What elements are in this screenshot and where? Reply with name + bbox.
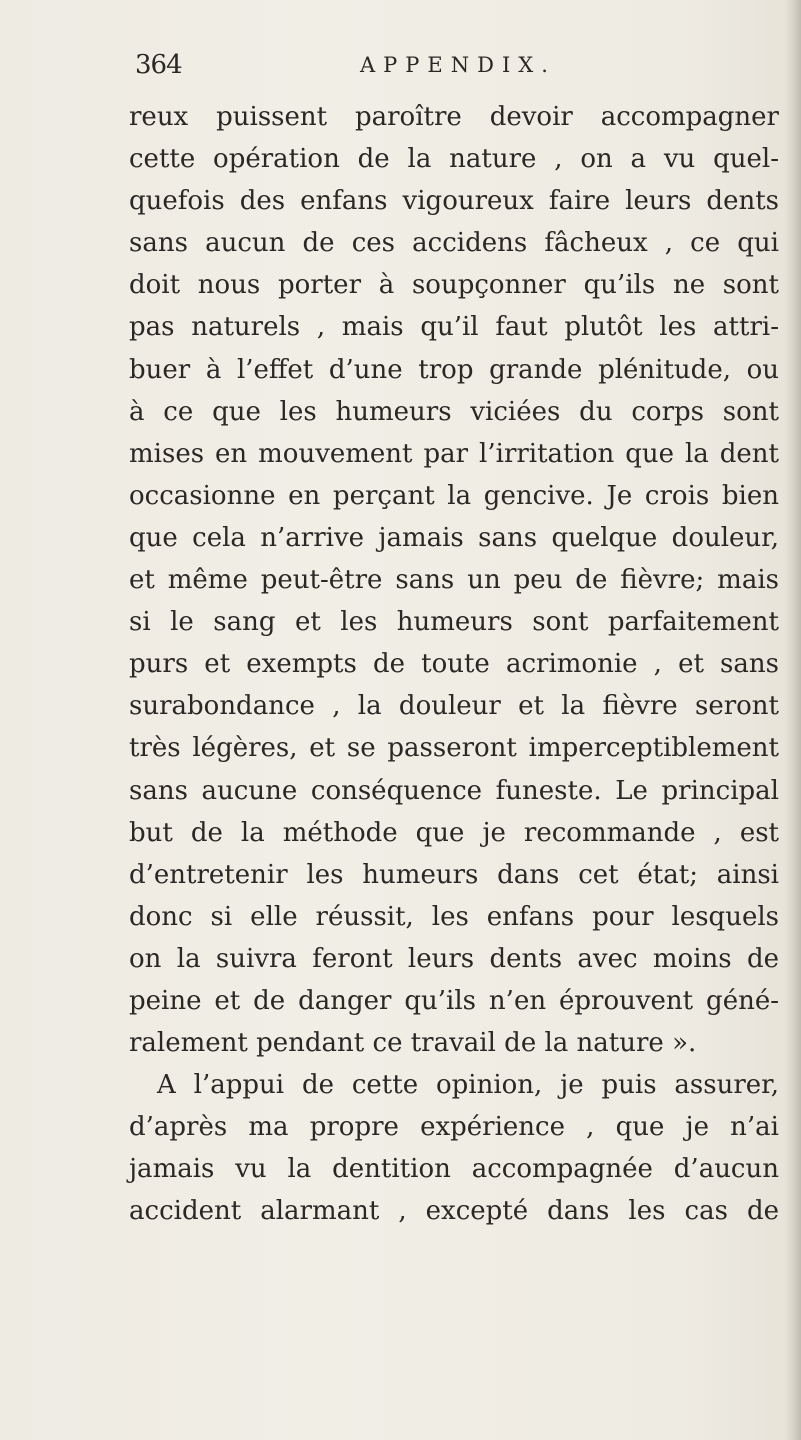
paragraph-end-line: ralement pendant ce travail de la nature ». [129, 1028, 697, 1059]
running-title: APPENDIX. [360, 53, 556, 77]
text-line: occasionne en perçant la gencive. Je crois bien [129, 480, 779, 511]
text-line: sans aucune conséquence funeste. Le principal [129, 775, 779, 806]
text-line: d’entretenir les humeurs dans cet état; ainsi [129, 859, 779, 890]
text-line: reux puissent paroître devoir accompagner [129, 102, 779, 132]
text-line: que cela n’arrive jamais sans quelque douleur, [129, 522, 779, 553]
text-line: donc si elle réussit, les enfans pour lesquels [129, 901, 779, 932]
text-line: on la suivra feront leurs dents avec moins de [129, 943, 779, 974]
text-line: accident alarmant , excepté dans les cas de [129, 1196, 779, 1227]
text-line: très légères, et se passeront imperceptiblement [129, 733, 779, 764]
text-line: et même peut-être sans un peu de fièvre; mais [129, 565, 779, 596]
text-line: but de la méthode que je recommande , est [129, 817, 779, 848]
page-number: 364 [135, 50, 182, 80]
text-line: si le sang et les humeurs sont parfaitement [129, 607, 779, 638]
text-line: jamais vu la dentition accompagnée d’aucun [129, 1154, 779, 1185]
text-line: peine et de danger qu’ils n’en éprouvent géné- [129, 985, 779, 1016]
text-line: d’après ma propre expérience , que je n’ai [129, 1112, 779, 1143]
page-header [135, 50, 775, 96]
text-line: surabondance , la douleur et la fièvre seront [129, 691, 779, 722]
text-line: pas naturels , mais qu’il faut plutôt les attri- [129, 312, 779, 343]
text-line: purs et exempts de toute acrimonie , et sans [129, 649, 779, 680]
text-line: à ce que les humeurs viciées du corps sont [129, 396, 779, 427]
text-line: quefois des enfans vigoureux faire leurs dents [129, 186, 779, 217]
text-line: sans aucun de ces accidens fâcheux , ce qui [129, 228, 779, 259]
paragraph-start-line: A l’appui de cette opinion, je puis assurer, [157, 1070, 779, 1101]
text-line: doit nous porter à soupçonner qu’ils ne sont [129, 270, 779, 301]
text-line: cette opération de la nature , on a vu quel- [129, 144, 779, 175]
body-text [129, 96, 779, 1233]
text-line: buer à l’effet d’une trop grande plénitude, ou [129, 354, 779, 385]
text-line: mises en mouvement par l’irritation que la dent [129, 438, 779, 469]
page-edge-shadow [785, 0, 801, 1440]
